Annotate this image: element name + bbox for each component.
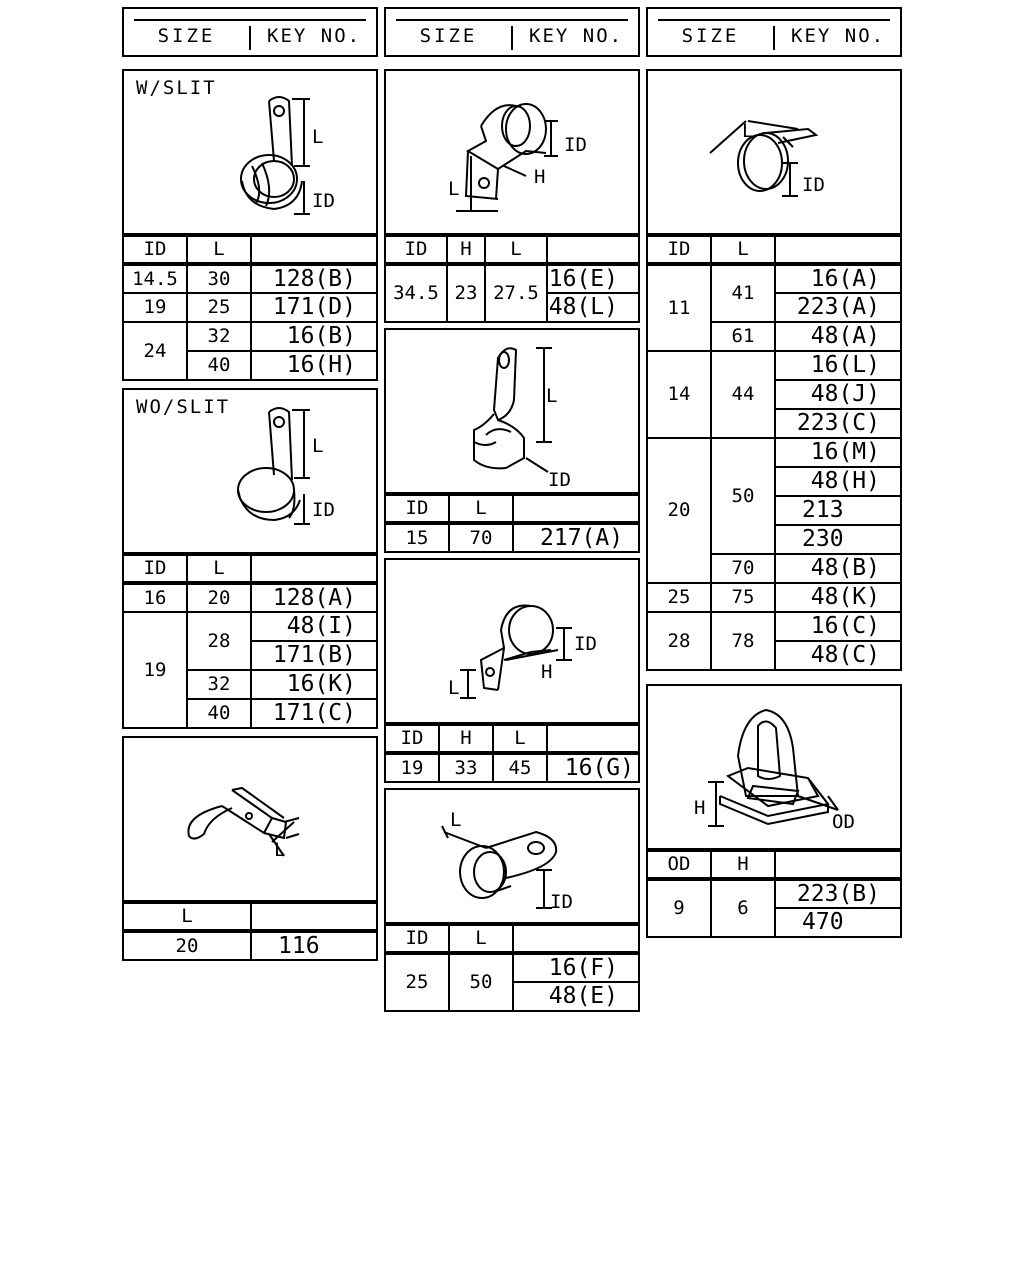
col2-a-figure: [384, 69, 640, 235]
col2-c-clamp-drawing: [386, 560, 638, 722]
cell-id: 19: [123, 612, 187, 728]
header-box-2: [384, 7, 640, 57]
cell-l: 70: [711, 554, 775, 583]
cell-id: 34.5: [385, 264, 447, 322]
col-header-id: ID: [385, 725, 439, 753]
col-header-l: L: [449, 495, 513, 523]
col3-b-table: [646, 850, 902, 938]
cell-id: 24: [123, 322, 187, 380]
clip-l-dim: L: [274, 839, 286, 861]
woslit-l-dim: L: [312, 435, 324, 457]
cell-key: 470: [775, 908, 901, 937]
woslit-clamp-drawing: [124, 390, 376, 552]
col-header-h: H: [711, 851, 775, 879]
cell-id: 20: [647, 438, 711, 583]
cell-h: 6: [711, 879, 775, 937]
cell-key: 171(D): [251, 293, 377, 322]
woslit-table: [122, 554, 378, 729]
col3-a-figure: [646, 69, 902, 235]
col2-d-figure: [384, 788, 640, 924]
wslit-clamp-drawing: [124, 71, 376, 233]
col-header-id: ID: [385, 495, 449, 523]
header-box-1: [122, 7, 378, 57]
col3-b-od-dim: OD: [832, 811, 855, 833]
wslit-figure: [122, 69, 378, 235]
cell-key: 16(G): [547, 753, 639, 782]
col3-b-h-dim: H: [694, 797, 706, 819]
col2-b-l-dim: L: [546, 385, 558, 407]
col2-b-id-dim: ID: [548, 469, 571, 491]
woslit-id-dim: ID: [312, 499, 335, 521]
col2-c-figure: [384, 558, 640, 724]
cell-key: 48(L): [547, 293, 639, 322]
cell-l: 20: [123, 931, 251, 960]
cell-l: 75: [711, 583, 775, 612]
col-header-l: L: [493, 725, 547, 753]
wslit-label: W/SLIT: [136, 77, 217, 99]
col3-a-ring-drawing: [648, 71, 900, 233]
col2-c-id-dim: ID: [574, 633, 597, 655]
cell-key: 48(E): [513, 982, 639, 1011]
cell-key: 16(A): [775, 264, 901, 293]
col2-d-clamp-drawing: [386, 790, 638, 922]
cell-id: 15: [385, 523, 449, 552]
woslit-label: WO/SLIT: [136, 396, 231, 418]
clip-table: [122, 902, 378, 961]
cell-key: 48(C): [775, 641, 901, 670]
col2-c-l-dim: L: [448, 677, 460, 699]
cell-key: 223(B): [775, 879, 901, 908]
cell-h: 33: [439, 753, 493, 782]
col-header-l: L: [187, 236, 251, 264]
clip-figure: [122, 736, 378, 902]
cell-l: 44: [711, 351, 775, 438]
cell-key: 223(C): [775, 409, 901, 438]
cell-key: 48(I): [251, 612, 377, 641]
col3-b-figure: [646, 684, 902, 850]
col2-c-h-dim: H: [541, 661, 553, 683]
cell-id: 14.5: [123, 264, 187, 293]
cell-l: 27.5: [485, 264, 547, 322]
col2-d-id-dim: ID: [550, 891, 573, 913]
cell-id: 11: [647, 264, 711, 351]
col2-d-l-dim: L: [450, 809, 462, 831]
cell-l: 32: [187, 670, 251, 699]
size-header: SIZE: [157, 25, 216, 47]
col-header-h: H: [439, 725, 493, 753]
cell-h: 23: [447, 264, 485, 322]
cell-key: 213: [775, 496, 901, 525]
cell-l: 20: [187, 583, 251, 612]
cell-l: 40: [187, 351, 251, 380]
cell-id: 16: [123, 583, 187, 612]
cell-id: 25: [385, 953, 449, 1011]
key-header: KEY NO.: [267, 25, 362, 47]
cell-l: 41: [711, 264, 775, 322]
col-header-id: ID: [385, 925, 449, 953]
cell-l: 50: [449, 953, 513, 1011]
col2-c-table: [384, 724, 640, 783]
cell-key: 16(C): [775, 612, 901, 641]
cell-key: 16(B): [251, 322, 377, 351]
key-header: KEY NO.: [791, 25, 886, 47]
cell-key: 48(B): [775, 554, 901, 583]
clip-drawing: [124, 738, 376, 900]
cell-id: 28: [647, 612, 711, 670]
col-header-id: ID: [647, 236, 711, 264]
col2-a-table: [384, 235, 640, 323]
col2-b-figure: [384, 328, 640, 494]
cell-l: 78: [711, 612, 775, 670]
col2-a-id-dim: ID: [564, 134, 587, 156]
cell-l: 32: [187, 322, 251, 351]
cell-id: 25: [647, 583, 711, 612]
col-header-od: OD: [647, 851, 711, 879]
cell-l: 50: [711, 438, 775, 554]
cell-l: 25: [187, 293, 251, 322]
cell-l: 70: [449, 523, 513, 552]
cell-key: 16(H): [251, 351, 377, 380]
col2-b-table: [384, 494, 640, 553]
cell-key: 171(B): [251, 641, 377, 670]
woslit-figure: [122, 388, 378, 554]
cell-key: 16(E): [547, 264, 639, 293]
cell-l: 30: [187, 264, 251, 293]
col2-a-clamp-drawing: [386, 71, 638, 233]
col-header-l: L: [187, 555, 251, 583]
col2-a-l-dim: L: [448, 178, 460, 200]
cell-key: 217(A): [513, 523, 639, 552]
col3-a-id-dim: ID: [802, 174, 825, 196]
col3-a-table: [646, 235, 902, 671]
cell-l: 28: [187, 612, 251, 670]
col3-b-clip-drawing: [648, 686, 900, 848]
col3-a-l-dim: L: [742, 120, 754, 142]
cell-id: 14: [647, 351, 711, 438]
size-header: SIZE: [419, 25, 478, 47]
col-header-l: L: [123, 903, 251, 931]
size-header: SIZE: [681, 25, 740, 47]
cell-key: 16(L): [775, 351, 901, 380]
cell-key: 48(H): [775, 467, 901, 496]
cell-key: 128(B): [251, 264, 377, 293]
cell-key: 16(F): [513, 953, 639, 982]
col-header-l: L: [485, 236, 547, 264]
col-header-id: ID: [123, 555, 187, 583]
key-header: KEY NO.: [529, 25, 624, 47]
cell-l: 40: [187, 699, 251, 728]
col-header-id: ID: [123, 236, 187, 264]
cell-key: 48(K): [775, 583, 901, 612]
col-header-l: L: [711, 236, 775, 264]
col2-b-clamp-drawing: [386, 330, 638, 492]
wslit-l-dim: L: [312, 126, 324, 148]
wslit-table: [122, 235, 378, 381]
col2-d-table: [384, 924, 640, 1012]
wslit-id-dim: ID: [312, 190, 335, 212]
cell-l: 61: [711, 322, 775, 351]
col-header-l: L: [449, 925, 513, 953]
cell-key: 16(K): [251, 670, 377, 699]
col2-a-h-dim: H: [534, 166, 546, 188]
cell-key: 171(C): [251, 699, 377, 728]
cell-key: 48(J): [775, 380, 901, 409]
cell-id: 19: [385, 753, 439, 782]
col-header-h: H: [447, 236, 485, 264]
cell-key: 128(A): [251, 583, 377, 612]
cell-id: 19: [123, 293, 187, 322]
cell-key: 230: [775, 525, 901, 554]
cell-od: 9: [647, 879, 711, 937]
header-box-3: [646, 7, 902, 57]
cell-key: 48(A): [775, 322, 901, 351]
cell-key: 223(A): [775, 293, 901, 322]
cell-l: 45: [493, 753, 547, 782]
col-header-id: ID: [385, 236, 447, 264]
cell-key: 116: [251, 931, 377, 960]
cell-key: 16(M): [775, 438, 901, 467]
